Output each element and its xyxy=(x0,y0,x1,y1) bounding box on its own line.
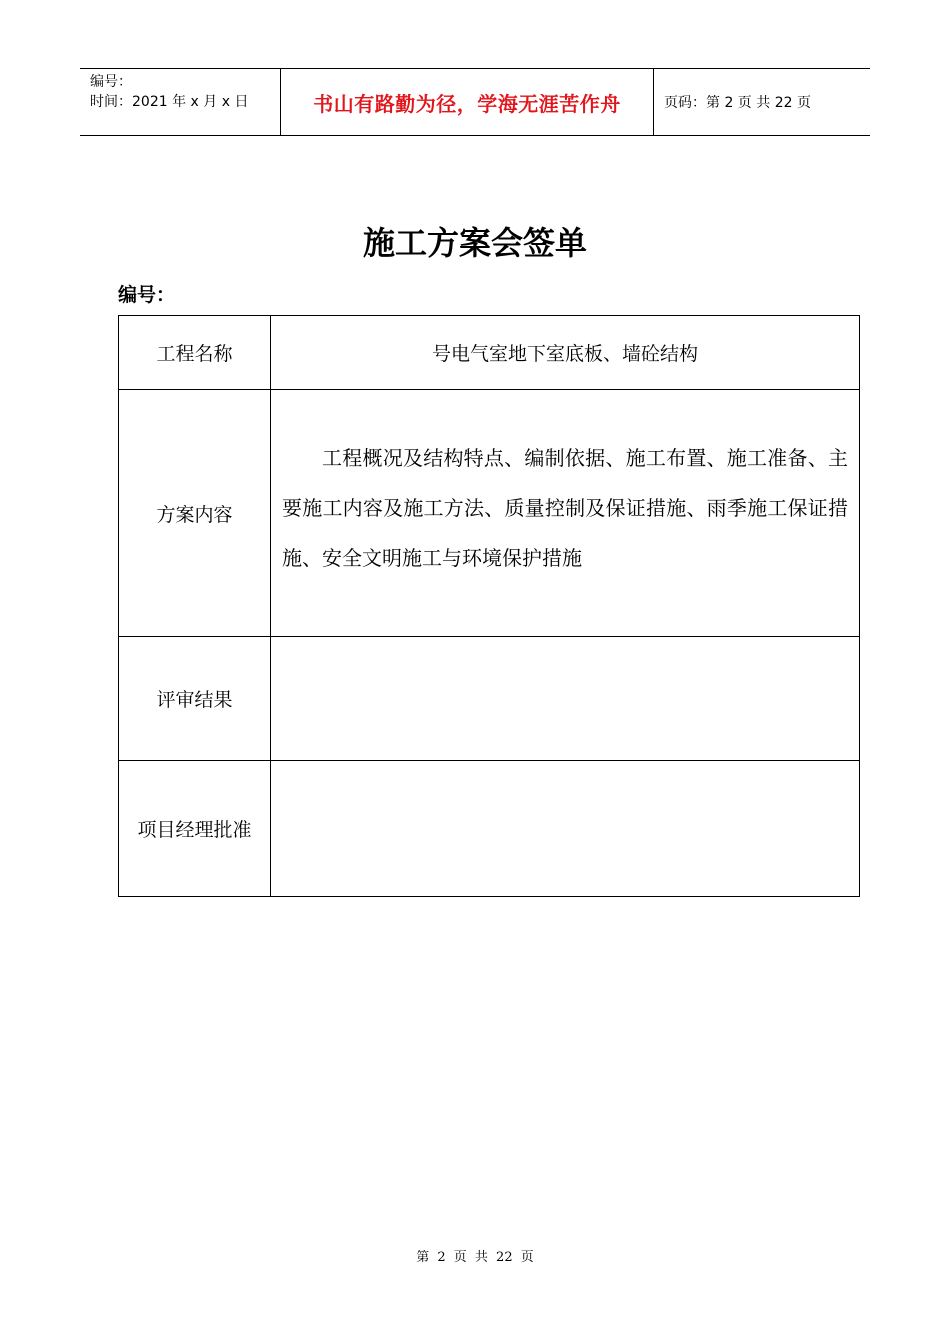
header-time: 时间：2021 年 x 月 x 日 xyxy=(90,94,249,110)
plan-content-value: 工程概况及结构特点、编制依据、施工布置、施工准备、主要施工内容及施工方法、质量控制及保证措施、雨季施工保证措施、安全文明施工与环境保护措施 xyxy=(282,446,848,570)
review-result-value[interactable] xyxy=(271,637,860,761)
row-label: 项目经理批准 xyxy=(119,761,271,897)
page-header xyxy=(80,68,870,136)
row-label: 评审结果 xyxy=(119,637,271,761)
table-row-pm-approval xyxy=(119,761,860,897)
header-motto: 书山有路勤为径，学海无涯苦作舟 xyxy=(313,91,621,116)
table-row-review-result xyxy=(119,637,860,761)
header-page-info: 页码：第 2 页 共 22 页 xyxy=(664,95,811,111)
project-name-value: 号电气室地下室底板、墙砼结构 xyxy=(271,316,860,390)
header-motto-cell xyxy=(281,69,654,135)
header-number: 编号： xyxy=(90,74,132,90)
table-row-plan-content xyxy=(119,390,860,637)
row-label: 方案内容 xyxy=(119,390,271,637)
pm-approval-value[interactable] xyxy=(271,761,860,897)
signoff-table xyxy=(118,315,860,897)
plan-content-cell xyxy=(271,390,860,637)
row-label: 工程名称 xyxy=(119,316,271,390)
table-row-project-name xyxy=(119,316,860,390)
header-meta xyxy=(80,69,281,135)
document-number-label: 编号： xyxy=(118,284,176,306)
page-footer: 第 2 页 共 22 页 xyxy=(416,1250,534,1265)
document-title: 施工方案会签单 xyxy=(362,224,587,262)
